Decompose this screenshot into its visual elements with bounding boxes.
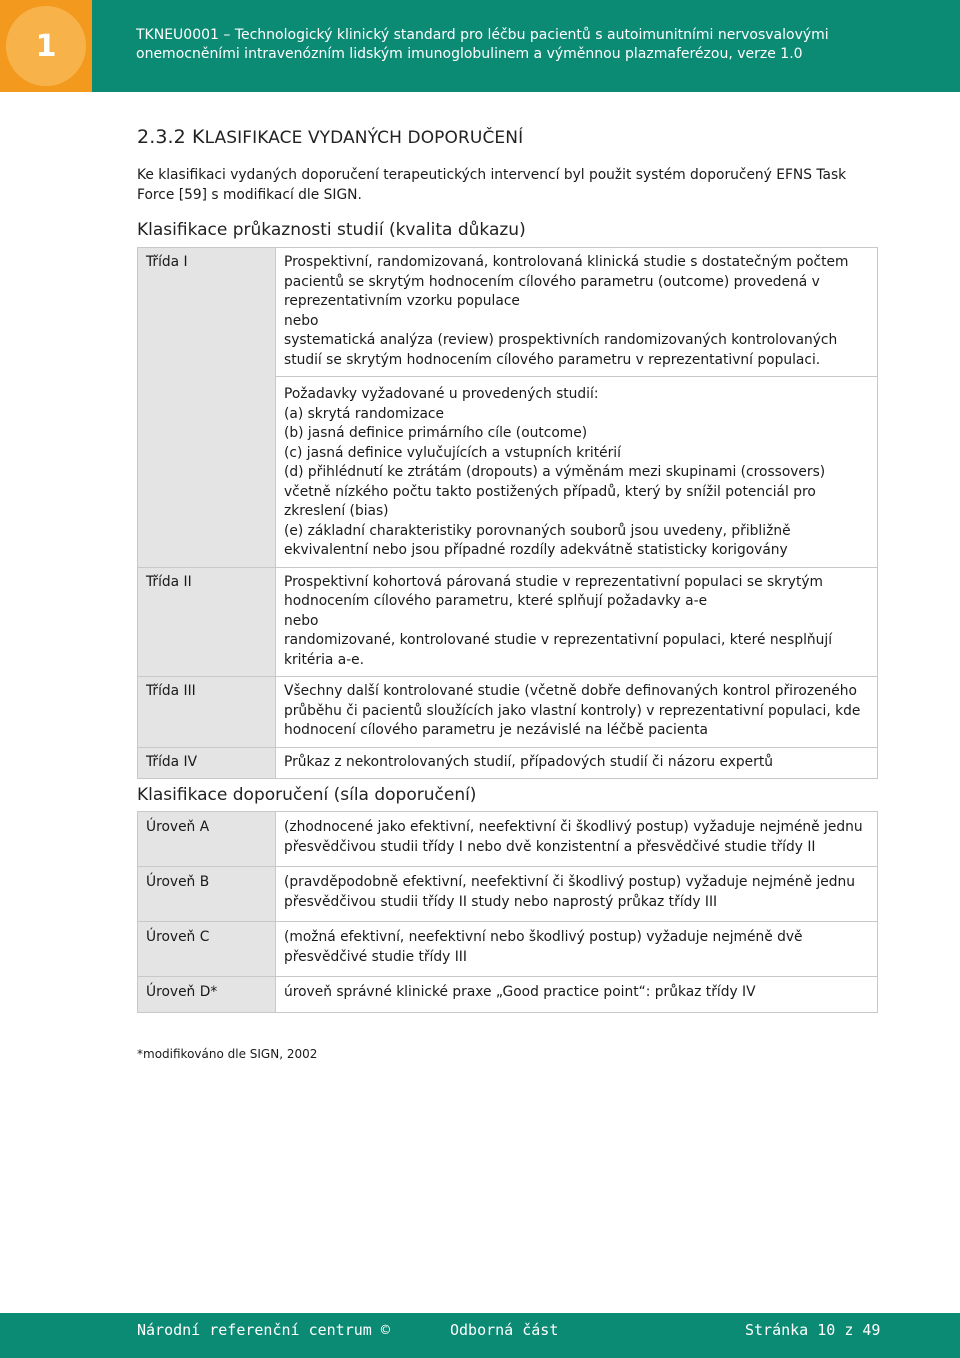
description-line: nebo [284, 612, 319, 629]
footer-page-number: Stránka 10 z 49 [745, 1321, 881, 1339]
level-description: (pravděpodobně efektivní, neefektivní či škodlivý postup) vyžaduje nejméně jednu přesvědčivou studii třídy II study nebo naprostý průkaz třídy III [276, 867, 878, 922]
table-row [138, 677, 878, 748]
document-title-line-2: onemocněními intravenózním lidským imunoglobulinem a výměnnou plazmaferézou, verze 1.0 [136, 46, 803, 62]
requirement-line: (a) skrytá randomizace [284, 405, 444, 422]
section-title-rest: LASIFIKACE VYDANÝCH DOPORUČENÍ [204, 128, 524, 148]
chapter-number: 1 [35, 28, 57, 64]
requirement-line: (c) jasná definice vylučujících a vstupních kritérií [284, 444, 621, 461]
evidence-class-table [137, 247, 878, 779]
document-title-line-1: TKNEU0001 – Technologický klinický standard pro léčbu pacientů s autoimunitními nervosvalovými [136, 27, 829, 43]
class-description [276, 747, 878, 779]
description-line: randomizované, kontrolované studie v reprezentativní populaci, které nesplňují kritéria a-e. [284, 632, 833, 668]
level-label: Úroveň A [138, 812, 276, 867]
level-label: Úroveň C [138, 922, 276, 977]
description-line: nebo [284, 312, 319, 329]
section-number: 2.3.2 [137, 126, 186, 148]
requirement-line: (d) přihlédnutí ke ztrátám (dropouts) a výměnám mezi skupinami (crossovers) včetně nízkého počtu takto postižených případů, který by snížil potenciál pro zkreslení (bias) [284, 464, 826, 519]
class-label: Třída IV [138, 747, 276, 779]
description-line: systematická analýza (review) prospektivních randomizovaných kontrolovaných studií se skrytým hodnocením cílového parametru v reprezentativní populaci. [284, 332, 838, 368]
recommendation-level-table [137, 811, 878, 1013]
description-line: Prospektivní kohortová párovaná studie v reprezentativní populaci se skrytým hodnocením cílového parametru, které splňují požadavky a-e [284, 573, 823, 609]
section-title-initial: K [192, 126, 205, 148]
intro-paragraph: Ke klasifikaci vydaných doporučení terapeutických intervencí byl použit systém doporučený EFNS Task Force [59] s modifikací dle SIGN. [137, 167, 847, 203]
class-description [276, 248, 878, 377]
evidence-table-heading: Klasifikace průkaznosti studií (kvalita důkazu) [137, 220, 526, 240]
table-row [138, 567, 878, 677]
requirement-line: (b) jasná definice primárního cíle (outcome) [284, 425, 588, 441]
section-heading [137, 126, 523, 148]
page-footer [0, 1313, 960, 1358]
requirement-line: (e) základní charakteristiky porovnaných souborů jsou uvedeny, přibližně ekvivalentní nebo jsou případné rozdíly adekvátně statisticky korigovány [284, 522, 791, 558]
level-label: Úroveň D* [138, 977, 276, 1013]
footer-organization: Národní referenční centrum © [137, 1321, 390, 1339]
class-label: Třída I [138, 248, 276, 568]
description-line: Všechny další kontrolované studie (včetně dobře definovaných kontrol přirozeného průběhu či pacientů sloužících jako vlastní kontroly) v reprezentativní populaci, kde hodnocení cílového parametru je nezávislé na léčbě pacienta [284, 683, 861, 738]
footnote: *modifikováno dle SIGN, 2002 [137, 1047, 318, 1061]
recommendation-table-heading: Klasifikace doporučení (síla doporučení) [137, 785, 477, 805]
table-row [138, 922, 878, 977]
page-header [0, 0, 960, 92]
chapter-badge [0, 0, 92, 92]
class-description [276, 677, 878, 748]
table-row [138, 867, 878, 922]
class-label: Třída III [138, 677, 276, 748]
footer-section: Odborná část [450, 1321, 559, 1339]
table-row [138, 248, 878, 377]
description-line: Prospektivní, randomizovaná, kontrolovaná klinická studie s dostatečným počtem pacientů se skrytým hodnocením cílového parametru (outcome) provedená v reprezentativním vzorku populace [284, 254, 849, 309]
level-description: (možná efektivní, neefektivní nebo škodlivý postup) vyžaduje nejméně dvě přesvědčivé studie třídy III [276, 922, 878, 977]
level-description: (zhodnocené jako efektivní, neefektivní či škodlivý postup) vyžaduje nejméně jednu přesvědčivou studii třídy I nebo dvě konzistentní a přesvědčivé studie třídy II [276, 812, 878, 867]
class-label: Třída II [138, 567, 276, 677]
table-row [138, 977, 878, 1013]
level-label: Úroveň B [138, 867, 276, 922]
table-row [138, 747, 878, 779]
description-line: Průkaz z nekontrolovaných studií, případových studií či názoru expertů [284, 753, 773, 770]
class-description [276, 567, 878, 677]
table-row [138, 812, 878, 867]
class-requirements [276, 377, 878, 568]
requirement-line: Požadavky vyžadované u provedených studií: [284, 386, 599, 402]
level-description: úroveň správné klinické praxe „Good practice point“: průkaz třídy IV [276, 977, 878, 1013]
document-title [136, 26, 936, 64]
